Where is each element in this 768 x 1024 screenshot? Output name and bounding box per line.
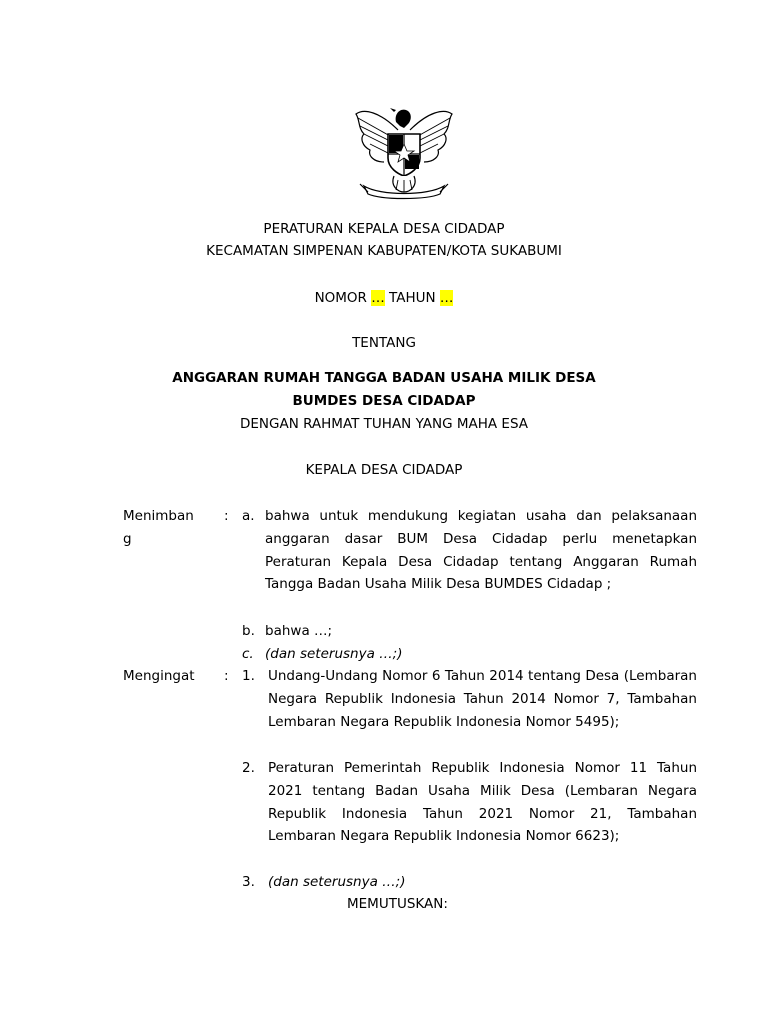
menimbang-item-b-text: bahwa …; <box>265 623 333 639</box>
menimbang-item-b-marker: b. <box>242 623 255 639</box>
garuda-emblem-icon <box>350 100 458 204</box>
nomor-label: NOMOR <box>314 290 367 306</box>
tahun-label: TAHUN <box>389 290 436 306</box>
mengingat-colon: : <box>224 668 229 684</box>
menimbang-colon: : <box>224 508 229 524</box>
mengingat-item-3-marker: 3. <box>242 874 255 890</box>
subject-title-line1: ANGGARAN RUMAH TANGGA BADAN USAHA MILIK DESA <box>172 370 596 386</box>
nomor-value: … <box>371 290 385 306</box>
menimbang-label <box>123 505 194 551</box>
tahun-value: … <box>439 290 454 306</box>
regulation-title-line1: PERATURAN KEPALA DESA CIDADAP <box>263 221 505 237</box>
nomor-tahun-line <box>0 287 768 309</box>
mengingat-label: Mengingat <box>123 668 195 684</box>
mengingat-item-3-text: (dan seterusnya …;) <box>268 874 406 890</box>
mengingat-item-1-marker: 1. <box>242 668 255 684</box>
memutuskan-heading: MEMUTUSKAN: <box>347 896 448 912</box>
rahmat-line: DENGAN RAHMAT TUHAN YANG MAHA ESA <box>239 416 529 432</box>
kepala-desa-heading: KEPALA DESA CIDADAP <box>305 462 463 478</box>
menimbang-item-c-marker: c. <box>242 646 254 662</box>
menimbang-label-line1: Menimban <box>123 508 194 524</box>
menimbang-item-a-text: bahwa untuk mendukung kegiatan usaha dan pelaksanaan anggaran dasar BUM Desa Cidadap perlu menetapkan Peraturan Kepala Desa Cidadap tentang Anggaran Rumah Tangga Badan Usaha Milik Desa BUMDES Cidadap ; <box>265 508 697 593</box>
subject-title-line2: BUMDES DESA CIDADAP <box>292 393 476 409</box>
menimbang-item-c-text: (dan seterusnya …;) <box>265 646 403 662</box>
mengingat-item-1-text: Undang-Undang Nomor 6 Tahun 2014 tentang Desa (Lembaran Negara Republik Indonesia Tahun 2014 Nomor 7, Tambahan Lembaran Negara Republik Indonesia Nomor 5495); <box>268 668 697 730</box>
menimbang-label-line2: g <box>123 531 132 547</box>
mengingat-item-2-marker: 2. <box>242 760 255 776</box>
tentang-heading: TENTANG <box>352 335 416 351</box>
mengingat-item-2-text: Peraturan Pemerintah Republik Indonesia Nomor 11 Tahun 2021 tentang Badan Usaha Milik Desa (Lembaran Negara Republik Indonesia Tahun 2021 Nomor 21, Tambahan Lembaran Negara Republik Indonesia Nomor 6623); <box>268 760 697 845</box>
regulation-title-line2: KECAMATAN SIMPENAN KABUPATEN/KOTA SUKABUMI <box>206 243 562 259</box>
menimbang-item-a-marker: a. <box>242 508 255 524</box>
